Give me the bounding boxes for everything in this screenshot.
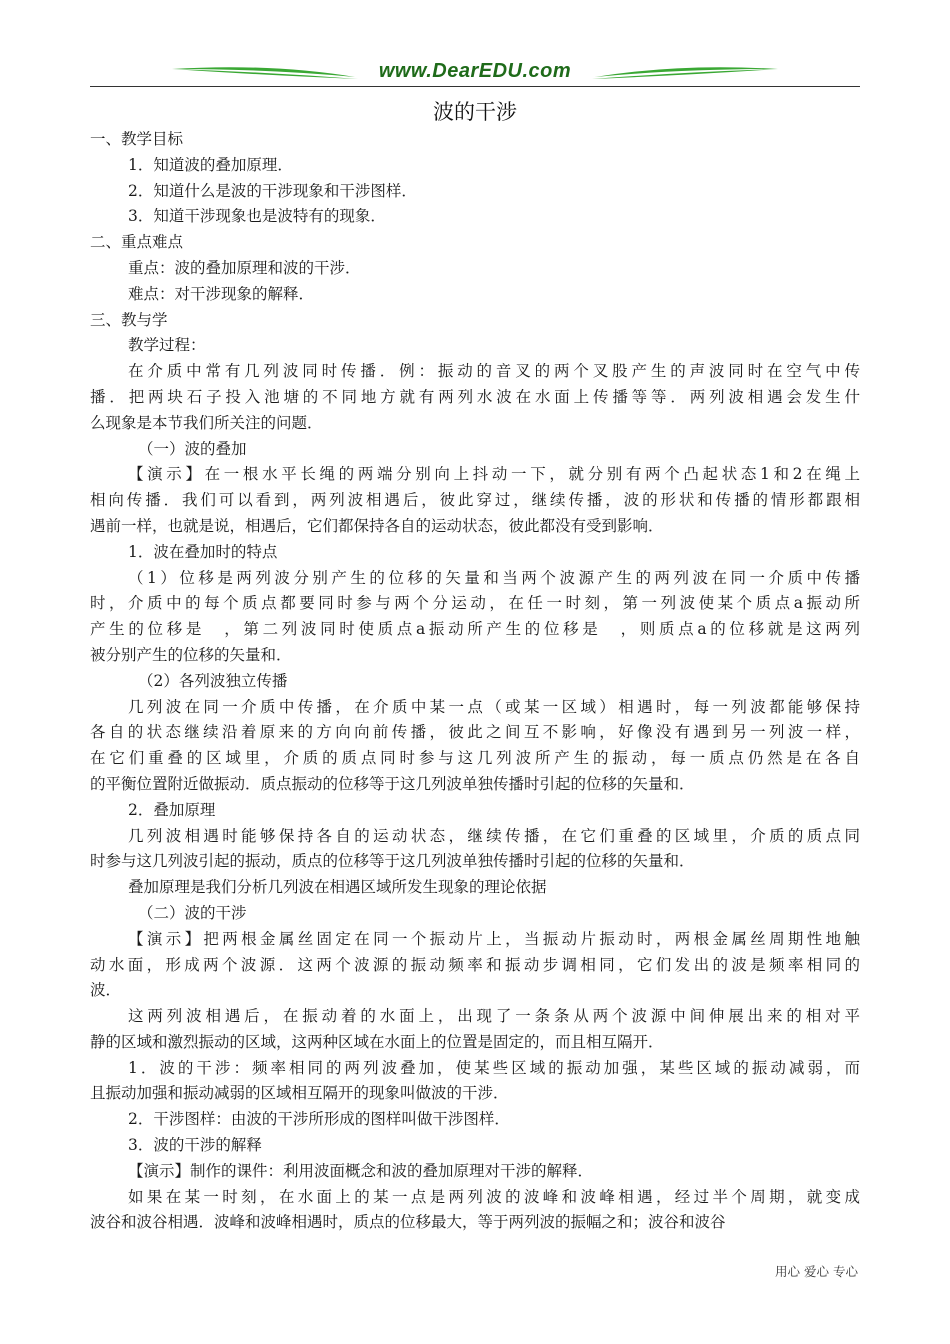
- text-line: 静的区域和激烈振动的区域，这两种区域在水面上的位置是固定的，而且相互隔开．: [90, 1032, 664, 1051]
- paragraph: [90, 204, 860, 230]
- text-line: 动水面，形成两个波源．这两个波源的振动频率和振动步调相同，它们发出的波是频率相同的: [90, 955, 860, 974]
- section-heading: [90, 127, 860, 153]
- text-line: 叠加原理是我们分析几列波在相遇区域所发生现象的理论依据: [128, 878, 547, 897]
- text-line: 产生的位移是 ，第二列波同时使质点a振动所产生的位移是 ，则质点a的位移就是这两列: [90, 620, 860, 639]
- text-line: 【演示】把两根金属丝固定在同一个振动片上，当振动片振动时，两根金属丝周期性地触: [128, 929, 860, 948]
- text-line: 且振动加强和振动减弱的区域相互隔开的现象叫做波的干涉．: [90, 1084, 509, 1103]
- text-line: 2．干涉图样：由波的干涉所形成的图样叫做干涉图样．: [128, 1110, 510, 1129]
- paragraph: [90, 256, 860, 282]
- text-line: 几列波相遇时能够保持各自的运动状态，继续传播，在它们重叠的区域里，介质的质点同: [128, 826, 860, 845]
- text-line: 波．: [90, 981, 122, 1000]
- text-line: 各自的状态继续沿着原来的方向向前传播，彼此之间互不影响，好像没有遇到另一列波一样，: [90, 723, 860, 742]
- text-line: 相向传播．我们可以看到，两列波相遇后，彼此穿过，继续传播，波的形状和传播的情形都跟相: [90, 491, 860, 510]
- text-line: 么现象是本节我们所关注的问题．: [90, 413, 323, 432]
- text-line: 1．波的干涉：频率相同的两列波叠加，使某些区域的振动加强，某些区域的振动减弱，而: [128, 1058, 860, 1077]
- text-line: 遇前一样，也就是说，相遇后，它们都保持各自的运动状态，彼此都没有受到影响．: [90, 516, 664, 535]
- paragraph: [90, 1185, 860, 1237]
- text-line: 1．知道波的叠加原理．: [128, 155, 293, 174]
- text-line: 2．叠加原理: [128, 800, 216, 819]
- paragraph: [90, 695, 860, 798]
- text-line: 在它们重叠的区域里，介质的质点同时参与这几列波所产生的振动，每一质点仍然是在各自: [90, 749, 860, 768]
- text-line: 播．把两块石子投入池塘的不同地方就有两列水波在水面上传播等等．两列波相遇会发生什: [90, 387, 860, 406]
- site-name[interactable]: www.DearEDU.com: [378, 60, 572, 82]
- text-line: （2）各列波独立传播: [138, 671, 288, 690]
- paragraph: [90, 540, 860, 566]
- paragraph: [90, 798, 860, 824]
- paragraph: [90, 359, 860, 436]
- text-line: （一）波的叠加: [138, 439, 247, 458]
- paragraph: [90, 1004, 860, 1056]
- text-line: 一、教学目标: [90, 130, 184, 148]
- text-line: 的平衡位置附近做振动．质点振动的位移等于这几列波单独传播时引起的位移的矢量和．: [90, 774, 695, 793]
- text-line: （1）位移是两列波分别产生的位移的矢量和当两个波源产生的两列波在同一介质中传播: [128, 568, 860, 587]
- text-line: 波谷和波谷相遇．波峰和波峰相遇时，质点的位移最大，等于两列波的振幅之和；波谷和波谷: [90, 1213, 726, 1232]
- text-line: 时，介质中的每个质点都要同时参与两个分运动，在任一时刻，第一列波使某个质点a振动所: [90, 594, 860, 613]
- paragraph: [90, 1159, 860, 1185]
- paragraph: [90, 901, 860, 927]
- paragraph: [90, 669, 860, 695]
- paragraph: [90, 1056, 860, 1108]
- text-line: 3．波的干涉的解释: [128, 1136, 262, 1155]
- text-line: 二、重点难点: [90, 233, 184, 252]
- paragraph: [90, 1133, 860, 1159]
- text-line: 这两列波相遇后，在振动着的水面上，出现了一条条从两个波源中间伸展出来的相对平: [128, 1007, 860, 1026]
- text-line: （二）波的干涉: [138, 903, 247, 922]
- text-line: 重点：波的叠加原理和波的干涉．: [128, 258, 361, 277]
- paragraph: [90, 462, 860, 539]
- text-line: 1．波在叠加时的特点: [128, 542, 278, 561]
- text-line: 在介质中常有几列波同时传播．例：振动的音叉的两个叉股产生的声波同时在空气中传: [128, 362, 860, 381]
- page-footer: 用心 爱心 专心: [775, 1264, 858, 1279]
- paragraph: [90, 824, 860, 876]
- text-line: 被分别产生的位移的矢量和．: [90, 645, 292, 664]
- section-heading: [90, 230, 860, 256]
- text-line: 三、教与学: [90, 310, 168, 329]
- paragraph: [90, 566, 860, 669]
- text-line: 难点：对干涉现象的解释．: [128, 284, 315, 303]
- paragraph: [90, 333, 860, 359]
- document-title: 波的干涉: [433, 100, 517, 124]
- paragraph: [90, 1107, 860, 1133]
- text-line: 3．知道干涉现象也是波特有的现象．: [128, 207, 386, 226]
- text-line: 【演示】在一根水平长绳的两端分别向上抖动一下，就分别有两个凸起状态1和2在绳上: [128, 465, 860, 484]
- document-body: [90, 127, 860, 1236]
- text-line: 如果在某一时刻，在水面上的某一点是两列波的波峰和波峰相遇，经过半个周期，就变成: [128, 1187, 860, 1206]
- text-line: 教学过程：: [128, 336, 206, 355]
- section-heading: [90, 308, 860, 334]
- paragraph: [90, 179, 860, 205]
- text-line: 几列波在同一介质中传播，在介质中某一点（或某一区域）相遇时，每一列波都能够保持: [128, 697, 860, 716]
- site-header-banner: [90, 55, 860, 95]
- paragraph: [90, 875, 860, 901]
- paragraph: [90, 282, 860, 308]
- paragraph: [90, 437, 860, 463]
- paragraph: [90, 927, 860, 1004]
- paragraph: [90, 153, 860, 179]
- text-line: 时参与这几列波引起的振动，质点的位移等于这几列波单独传播时引起的位移的矢量和．: [90, 852, 695, 871]
- header-divider: [90, 86, 860, 87]
- text-line: 2．知道什么是波的干涉现象和干涉图样．: [128, 181, 417, 200]
- text-line: 【演示】制作的课件：利用波面概念和波的叠加原理对干涉的解释．: [128, 1161, 594, 1180]
